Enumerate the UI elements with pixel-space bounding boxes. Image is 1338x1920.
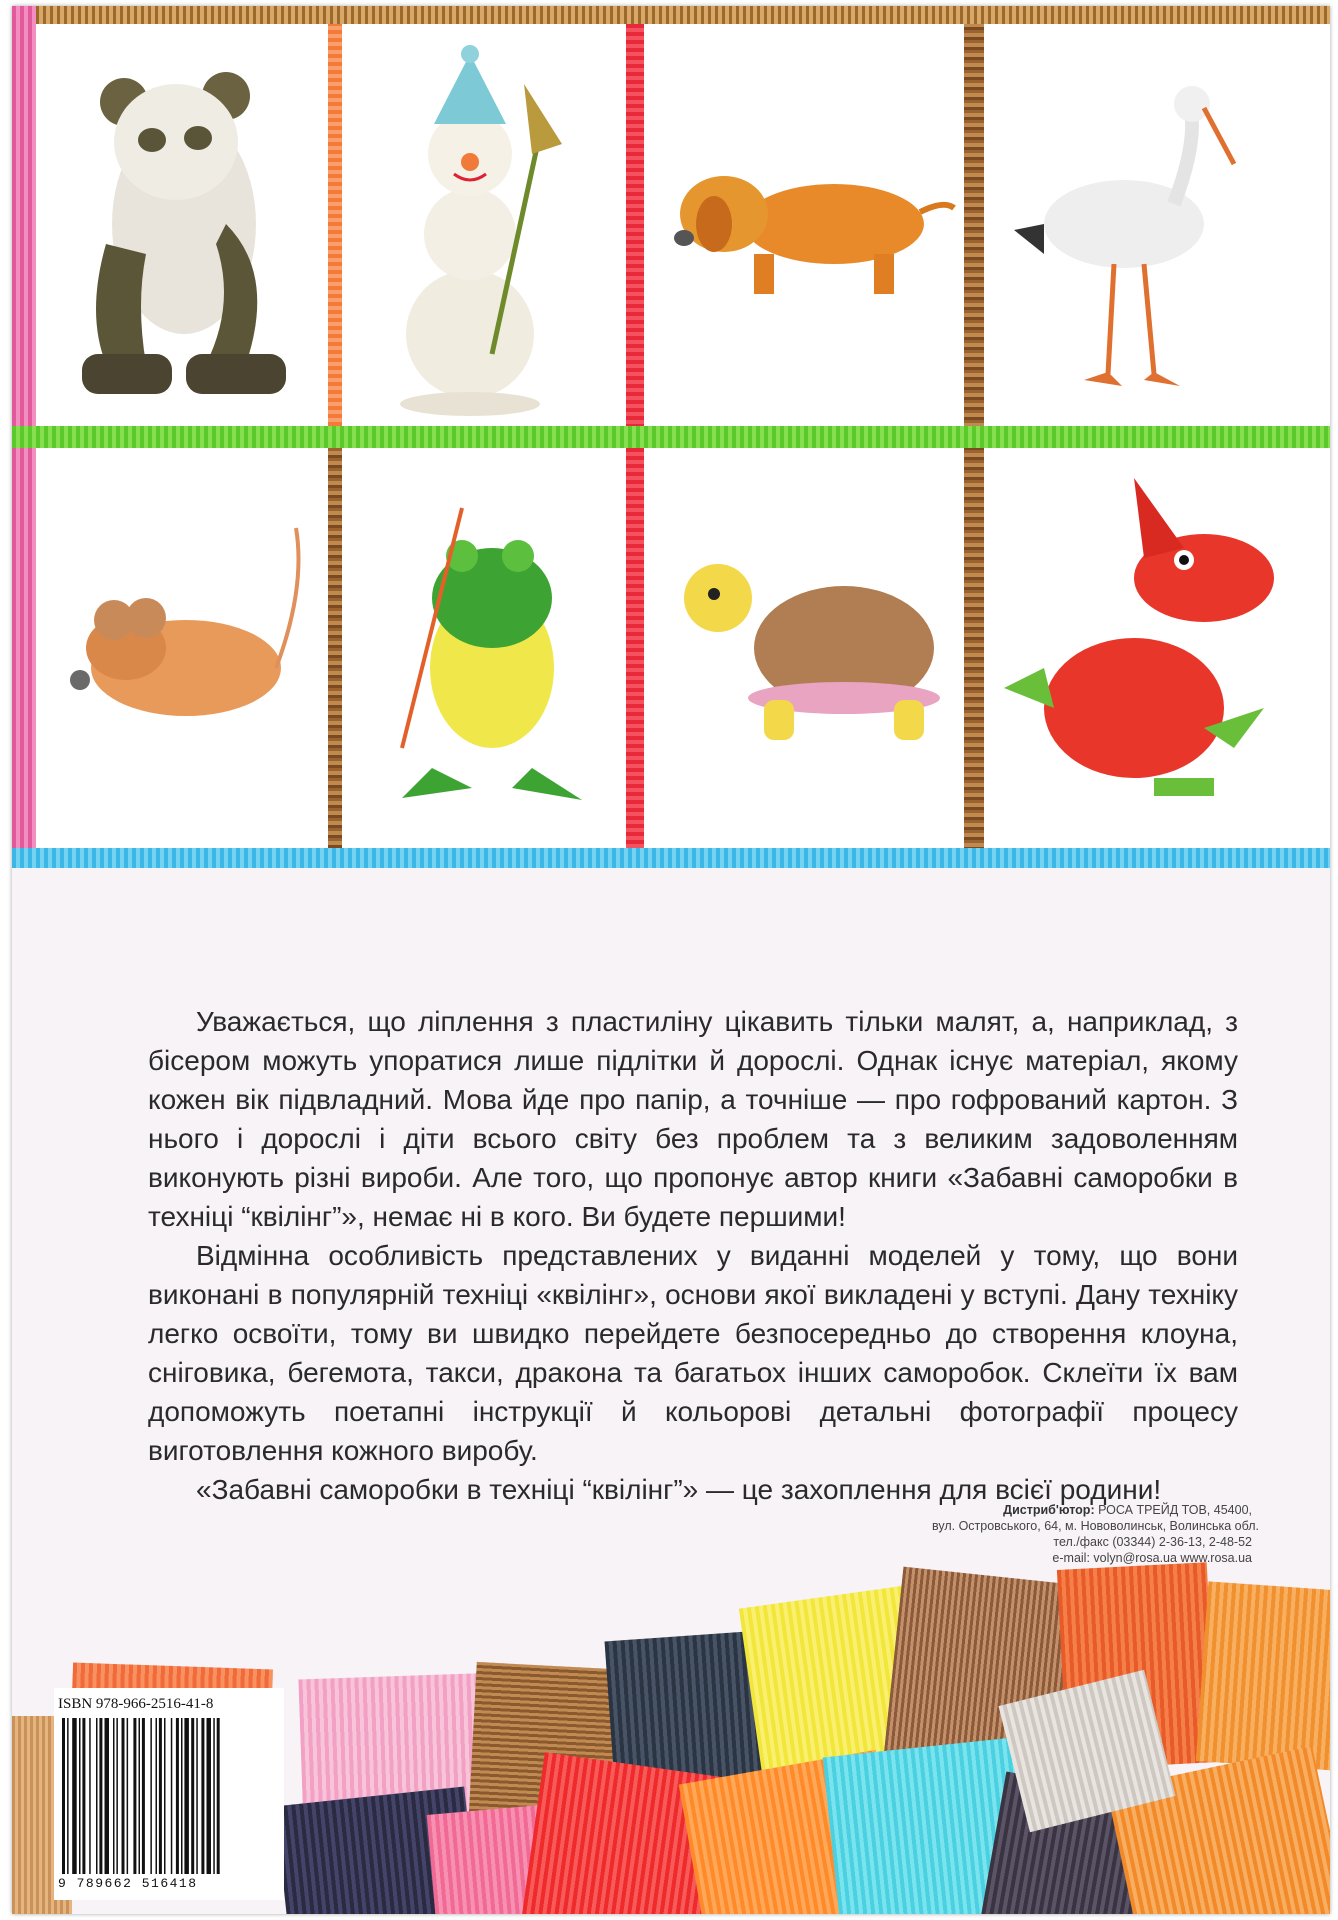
barcode-bar [72, 1718, 77, 1874]
dachshund-craft-image [644, 24, 964, 426]
barcode-bar [181, 1718, 183, 1874]
barcode-bar [184, 1718, 189, 1874]
turtle-craft-image [644, 448, 964, 848]
distributor-line-1: РОСА ТРЕЙД ТОВ, 45400, [1098, 1503, 1252, 1517]
barcode-bar [191, 1718, 194, 1874]
barcode-bar [127, 1718, 129, 1874]
barcode-bar [67, 1718, 69, 1874]
paper-sheet [1196, 1581, 1330, 1770]
frog-craft-image [342, 448, 626, 848]
distributor-info [932, 1502, 1259, 1566]
paragraph-3: «Забавні саморобки в техніці “квілінг”» — це захоплення для всієї родини! [196, 1474, 1162, 1505]
barcode-bar [113, 1718, 115, 1874]
book-back-cover [12, 6, 1330, 1914]
barcode-bar [196, 1718, 198, 1874]
barcode-bar [171, 1718, 173, 1874]
photo-turtle [644, 448, 964, 848]
barcode-bar [99, 1718, 102, 1874]
top-stripe [36, 6, 1330, 24]
barcode-area [54, 1688, 284, 1900]
barcode-bar [150, 1718, 152, 1874]
photo-stork [984, 24, 1330, 426]
description-text [148, 1002, 1238, 1509]
barcode-image [60, 1718, 278, 1876]
distributor-line-4: e-mail: volyn@rosa.ua www.rosa.ua [1052, 1551, 1252, 1565]
stork-craft-image [984, 24, 1330, 426]
barcode-bar [159, 1718, 162, 1874]
barcode-bar [217, 1718, 220, 1874]
divider [328, 448, 342, 848]
paragraph-2: Відмінна особливість представлених у виданні моделей у тому, що вони виконані в популярній техніці «квілінг», основи якої викладені у вступі. Дану техніку легко освоїти, тому ви швидко перейдете безпосередньо до створення клоуна, сніговика, бегемота, такси, дракона та багатьох інших саморобок. Склеїти їх вам допоможуть поетапні інструкції й кольорові детальні фотографії процесу виготовлення кожного виробу. [148, 1240, 1238, 1466]
photo-frog [342, 448, 626, 848]
panda-craft-image [36, 24, 328, 426]
snowman-craft-image [342, 24, 626, 426]
barcode-bar [142, 1718, 145, 1874]
photo-dachshund [644, 24, 964, 426]
barcode-bar [201, 1718, 204, 1874]
barcode-bar [79, 1718, 81, 1874]
barcode-bar [122, 1718, 125, 1874]
photo-mouse [36, 448, 328, 848]
barcode-bar [133, 1718, 136, 1874]
photo-snowman [342, 24, 626, 426]
barcode-bar [207, 1718, 212, 1874]
divider [328, 24, 342, 426]
photo-panda [36, 24, 328, 426]
isbn-text: ISBN 978-966-2516-41-8 [58, 1696, 214, 1712]
distributor-line-3: тел./факс (03344) 2-36-13, 2-48-52 [1053, 1535, 1252, 1549]
barcode-bar [105, 1718, 110, 1874]
barcode-bar [89, 1718, 91, 1874]
barcode-bar [62, 1718, 65, 1874]
cyan-band [12, 848, 1330, 868]
barcode-bar [82, 1718, 85, 1874]
barcode-bar [164, 1718, 166, 1874]
barcode-bar [116, 1718, 118, 1874]
paragraph-1: Уважається, що ліплення з пластиліну цікавить тільки малят, а, наприклад, з бісером можуть упоратися лише підлітки й дорослі. Однак існує матеріал, якому кожен вік підвладний. Мова йде про папір, а точніше — про гофрований картон. З нього і дорослі і діти всього світу без проблем та з великим задоволенням виконують різні вироби. Але того, що пропонує автор книги «Забавні саморобки в техніці “квілінг”», немає ні в кого. Ви будете першими! [148, 1006, 1238, 1232]
barcode-digits: 9 789662 516418 [58, 1876, 198, 1891]
photo-dragon [984, 448, 1330, 848]
barcode-bar [176, 1718, 179, 1874]
mouse-craft-image [36, 448, 328, 848]
barcode-bar [213, 1718, 215, 1874]
barcode-bar [156, 1718, 158, 1874]
distributor-line-2: вул. Островського, 64, м. Нововолинськ, Волинська обл. [932, 1519, 1259, 1533]
barcode-bar [139, 1718, 141, 1874]
green-band [12, 426, 1330, 448]
barcode-bar [96, 1718, 98, 1874]
dragon-craft-image [984, 448, 1330, 848]
distributor-label: Дистриб'ютор: [1003, 1503, 1095, 1517]
